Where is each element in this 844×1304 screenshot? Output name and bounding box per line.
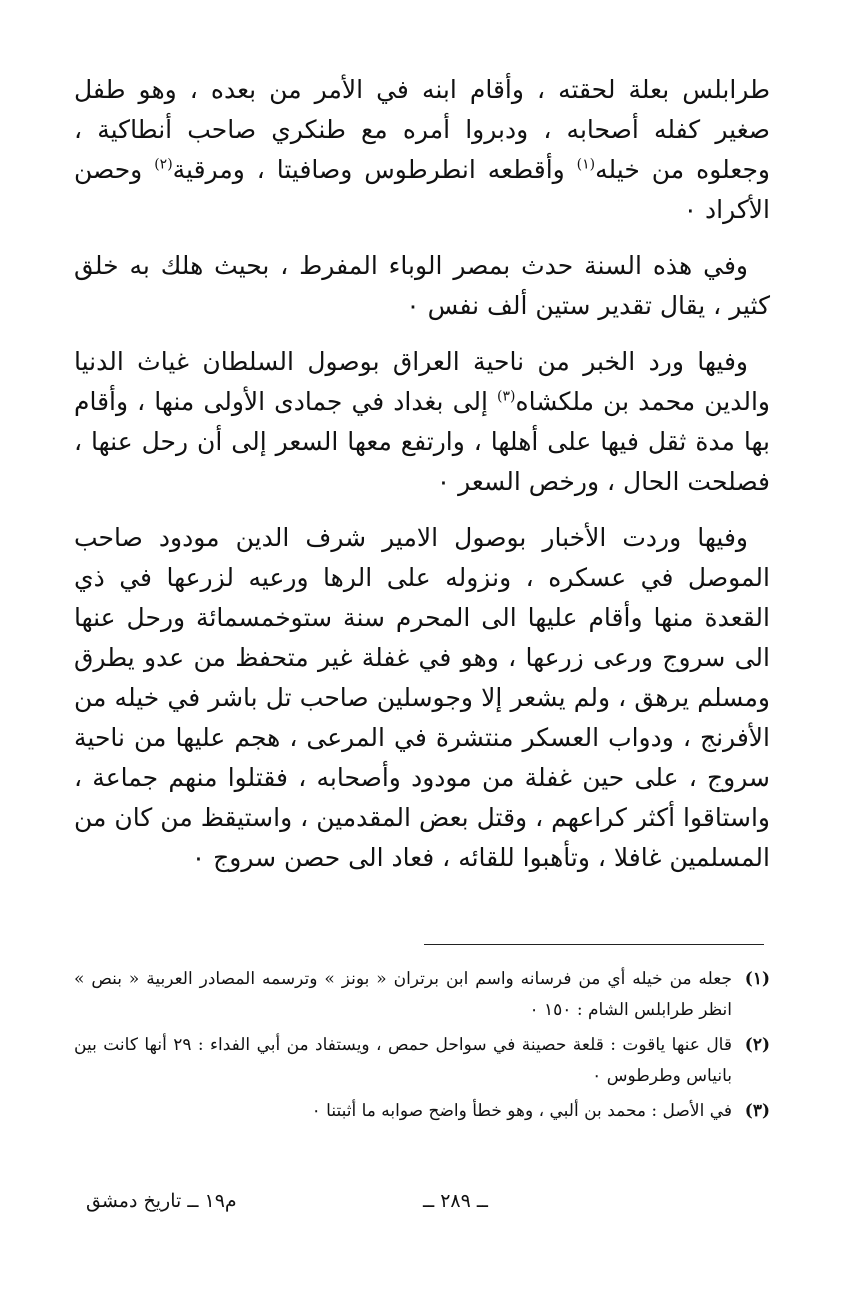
footnote-number: (١) <box>744 969 770 989</box>
footnote-reference: (٣) <box>497 388 516 405</box>
text-run: وفيها ورد الخبر من ناحية العراق بوصول السلطان غياث الدنيا والدين محمد بن ملكشاه <box>74 347 770 416</box>
footnote-text: قال عنها ياقوت : قلعة حصينة في سواحل حمص ، ويستفاد من أبي الفداء : ٢٩ أنها كانت بين بانياس وطرطوس ٠ <box>74 1035 732 1086</box>
footnotes <box>74 964 770 1131</box>
footnote-reference: (١) <box>576 156 596 173</box>
text-run: إلى بغداد في جمادى الأولى منها ، وأقام بها مدة ثقل فيها على أهلها ، وارتفع معها السعر إلى أن رحل عنها ، فصلحت الحال ، ورخص السعر ٠ <box>74 387 770 496</box>
text-run: وحصن الأكراد ٠ <box>74 155 770 224</box>
paragraph-4 <box>74 518 770 878</box>
running-title: م١٩ ــ تاريخ دمشق <box>86 1190 237 1212</box>
paragraph-3 <box>74 342 770 502</box>
footnote-text: جعله من خيله أي من فرسانه واسم ابن برتران « بونز » وترسمه المصادر العربية « بنص » انظر طرابلس الشام : ١٥٠ ٠ <box>74 969 732 1020</box>
footnote-number: (٣) <box>744 1101 770 1121</box>
paragraph-2 <box>74 246 770 326</box>
footnote-1 <box>74 964 770 1026</box>
paragraph-1 <box>74 70 770 230</box>
footnote-number: (٢) <box>744 1035 770 1055</box>
text-run: وفي هذه السنة حدث بمصر الوباء المفرط ، بحيث هلك به خلق كثير ، يقال تقدير ستين ألف نفس ٠ <box>74 251 770 320</box>
footnote-2 <box>74 1030 770 1092</box>
footnote-divider <box>424 944 764 945</box>
page-footer <box>86 1190 758 1222</box>
text-run: وفيها وردت الأخبار بوصول الامير شرف الدين مودود صاحب الموصل في عسكره ، ونزوله على الرها ورعيه لزرعها في ذي القعدة منها وأقام عليها الى المحرم سنة ستوخمسمائة ورحل عنها الى سروج ورعى زرعها ، وهو في غفلة غير متحفظ من عدو يطرق ومسلم يرهق ، ولم يشعر إلا وجوسلين صاحب تل باشر في خيله من الأفرنج ، ودواب العسكر منتشرة في المرعى ، هجم عليها من ناحية سروج ، على حين غفلة من مودود وأصحابه ، فقتلوا منهم جماعة ، واستاقوا أكثر كراعهم ، وقتل بعض المقدمين ، واستيقظ من كان من المسلمين غافلا ، وتأهبوا للقائه ، فعاد الى حصن سروج ٠ <box>74 523 770 872</box>
footnote-reference: (٢) <box>154 156 173 173</box>
footnote-text: في الأصل : محمد بن ألبي ، وهو خطأ واضح صوابه ما أثبتنا ٠ <box>311 1101 732 1121</box>
footnote-3 <box>74 1096 770 1127</box>
text-run: طرابلس بعلة لحقته ، وأقام ابنه في الأمر من بعده ، وهو طفل صغير كفله أصحابه ، ودبروا أمره مع طنكري صاحب أنطاكية ، وجعلوه من خيله <box>74 75 770 184</box>
text-run: وأقطعه انطرطوس وصافيتا ، ومرقية <box>172 155 577 184</box>
page-number: ــ ٢٨٩ ــ <box>423 1190 488 1212</box>
body-text <box>74 70 770 878</box>
